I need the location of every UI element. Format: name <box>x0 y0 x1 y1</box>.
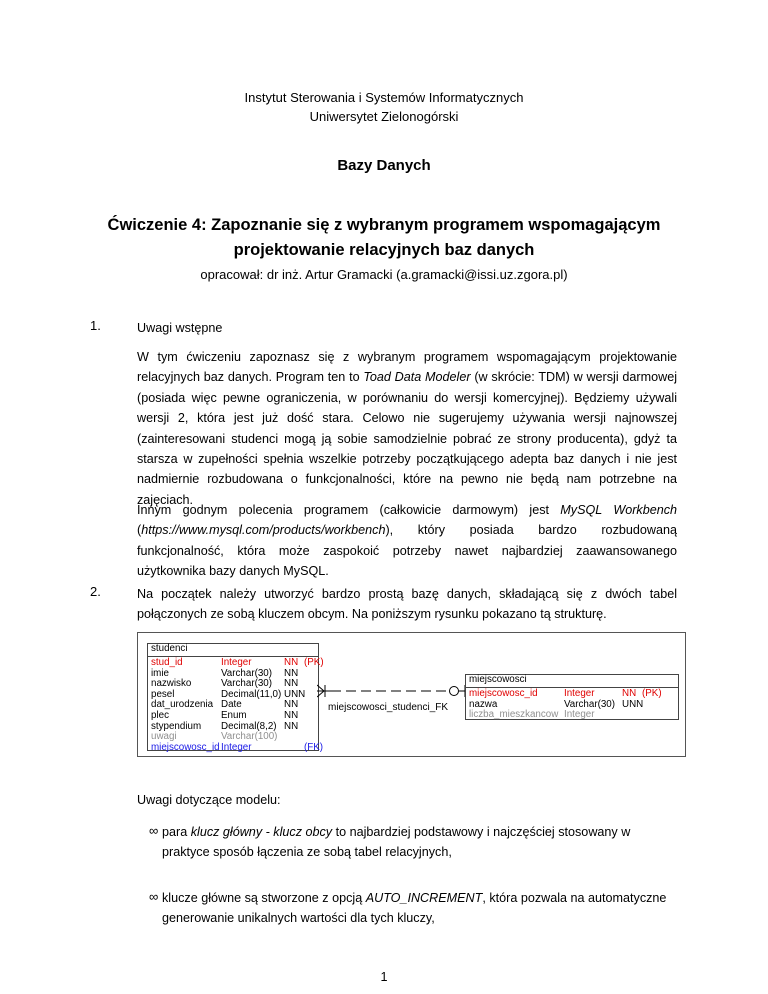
column-null: NN <box>284 667 299 679</box>
column-type: Varchar(30) <box>564 698 615 710</box>
bullet-2-italic: AUTO_INCREMENT <box>365 891 483 905</box>
column-null: NN <box>284 657 299 668</box>
section-1-number: 1. <box>90 318 101 333</box>
column-null: NN <box>284 709 299 721</box>
column-type: Varchar(30) <box>221 678 272 690</box>
column-row <box>151 657 324 669</box>
column-null: NN <box>622 688 637 699</box>
column-null: UNN <box>284 688 306 700</box>
exercise-title-line-2: projektowanie relacyjnych baz danych <box>233 241 535 259</box>
column-type: Integer <box>564 688 595 699</box>
p2-tool-name: MySQL Workbench <box>560 503 678 517</box>
column-type: Enum <box>221 709 247 721</box>
column-row <box>151 741 324 754</box>
column-name: stud_id <box>151 657 183 668</box>
column-row <box>469 689 675 700</box>
column-name: miejscowosc_id <box>151 741 220 753</box>
column-name: imie <box>151 667 169 679</box>
column-type: Decimal(11,0) <box>221 688 282 700</box>
bullet-symbol-1: ∞ <box>149 823 159 838</box>
column-null: UNN <box>622 698 644 710</box>
p1-text-b: (w skrócie: TDM) w wersji darmowej (posiada więc pewne ograniczenia, w porównaniu do wersji komercyjnej). Będziemy używali wersji 2, która jest już dość stara. Celowo nie sugerujemy używania wersji najnowszej (zainteresowani studenci mogą ją sobie samodzielnie pobrać ze strony producenta), gdyż ta starsza w zupełności spełnia wszelkie potrzeby początkującego adepta baz danych i nie jest nadmiernie rozbudowana o funkcjonalności, które na pewno nie będą nam potrzebne na zajęciach. <box>137 370 677 507</box>
column-name: uwagi <box>151 731 177 743</box>
column-name: pesel <box>151 688 175 700</box>
column-null: NN <box>284 699 299 711</box>
exercise-title <box>0 213 768 263</box>
table-miejscowosci-header: miejscowosci <box>466 675 678 688</box>
column-type: Varchar(30) <box>221 667 272 679</box>
column-type: Decimal(8,2) <box>221 720 277 732</box>
section-2-text: Na początek należy utworzyć bardzo prostą bazę danych, składającą się z dwóch tabel połączonych ze sobą kluczem obcym. Na poniższym rysunku pokazano tą strukturę. <box>137 587 677 622</box>
section-1-heading: Uwagi wstępne <box>137 321 223 335</box>
relationship-label: miejscowosci_studenci_FK <box>328 702 449 713</box>
column-type: Date <box>221 699 242 711</box>
bullet-1-text-b: to najbardziej podstawowy i najczęściej stosowany w praktyce sposób łączenia ze sobą tabel relacyjnych, <box>162 825 631 860</box>
column-name: dat_urodzenia <box>151 699 214 711</box>
column-name: nazwisko <box>151 678 192 690</box>
er-diagram <box>137 632 686 757</box>
column-type: Integer <box>221 741 252 753</box>
column-name: nazwa <box>469 698 498 710</box>
table-studenci <box>147 643 324 753</box>
p1-text-a: W tym ćwiczeniu zapoznasz się z wybranym programem wspomagającym projektowanie relacyjnych baz danych. Program ten to <box>137 350 677 385</box>
column-row <box>469 710 675 721</box>
table-miejscowosci <box>465 674 679 720</box>
page-number: 1 <box>380 970 388 984</box>
table-miejscowosci-columns <box>466 688 678 722</box>
course-title: Bazy Danych <box>337 157 431 174</box>
section-1-paragraph-1 <box>137 347 677 510</box>
column-name: stypendium <box>151 720 202 732</box>
bullet-2-text-b: , która pozwala na automatyczne generowanie unikalnych wartości dla tych kluczy, <box>162 891 667 926</box>
notes-heading: Uwagi dotyczące modelu: <box>137 793 281 807</box>
p2-text-a: Innym godnym polecenia programem (całkowicie darmowym) jest <box>137 503 561 517</box>
p2-url: https://www.mysql.com/products/workbench <box>141 523 386 538</box>
column-key: (PK) <box>642 688 662 699</box>
column-name: miejscowosc_id <box>469 688 538 699</box>
section-2-number: 2. <box>90 584 101 599</box>
bullet-1-italic: klucz główny - klucz obcy <box>190 825 333 839</box>
column-key: (FK) <box>304 741 324 753</box>
table-studenci-header: studenci <box>148 644 318 657</box>
column-name: plec <box>151 709 169 721</box>
author-line: opracował: dr inż. Artur Gramacki (a.gramacki@issi.uz.zgora.pl) <box>200 267 568 282</box>
bullet-item-1 <box>162 822 677 863</box>
column-row <box>151 711 315 722</box>
exercise-title-line-1: Ćwiczenie 4: Zapoznanie się z wybranym programem wspomagającym <box>107 216 661 234</box>
p2-text-c: ), który posiada bardzo rozbudowaną funkcjonalność, która może zaspokoić potrzeby nawet najbardziej zaawansowanego użytkownika bazy danych MySQL. <box>137 523 677 579</box>
column-null: NN <box>284 720 299 732</box>
institute-header <box>0 88 768 126</box>
bullet-symbol-2: ∞ <box>149 889 159 904</box>
table-studenci-columns <box>148 657 324 754</box>
column-null: NN <box>284 678 299 690</box>
column-type: Varchar(100) <box>221 731 278 743</box>
column-type: Integer <box>564 709 595 721</box>
column-key: (PK) <box>304 657 324 668</box>
section-1-paragraph-2 <box>137 500 677 582</box>
column-name: liczba_mieszkancow <box>469 709 559 721</box>
university-name: Uniwersytet Zielonogórski <box>309 109 459 124</box>
p2-text-b: ( <box>137 523 142 538</box>
bullet-2-text-a: klucze główne są stworzone z opcją <box>162 891 366 905</box>
p1-tool-name: Toad Data Modeler <box>363 370 471 385</box>
bullet-item-2 <box>162 888 677 929</box>
column-type: Integer <box>221 657 252 668</box>
institute-name: Instytut Sterowania i Systemów Informatycznych <box>244 90 524 105</box>
bullet-1-text-a: para <box>162 825 191 839</box>
